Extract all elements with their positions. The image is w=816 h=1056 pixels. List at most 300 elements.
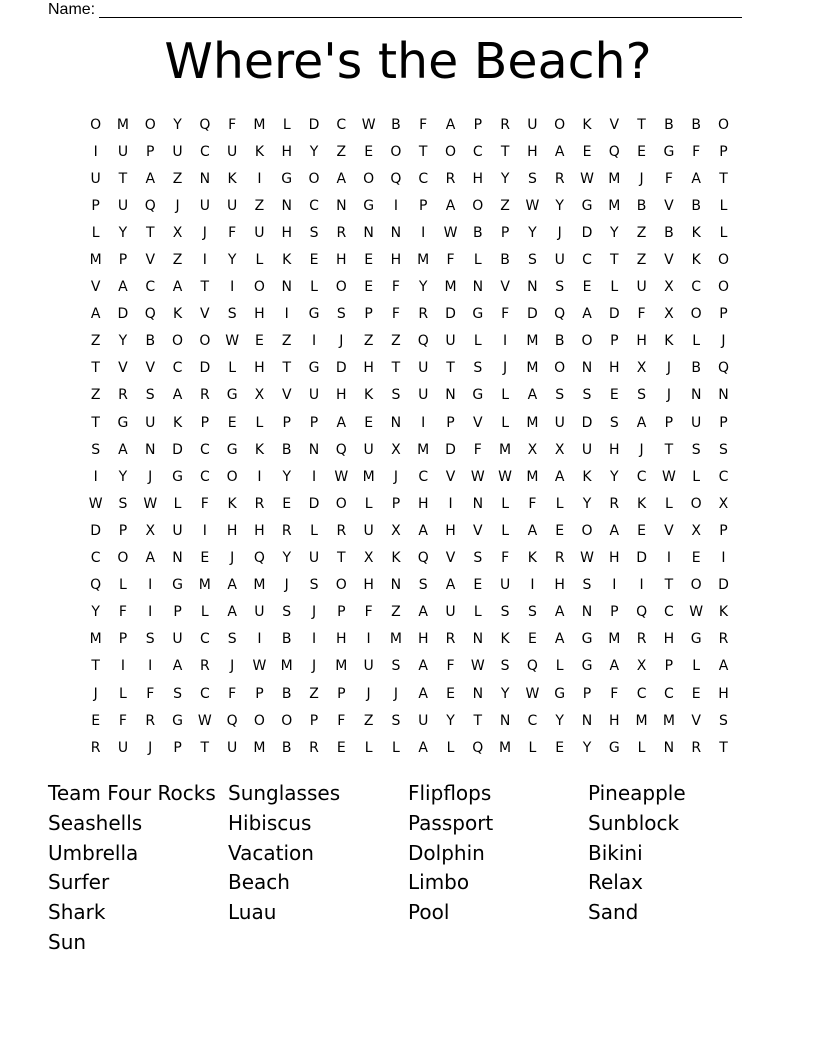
grid-letter: X xyxy=(664,279,674,296)
grid-letter: H xyxy=(554,577,565,594)
grid-letter: A xyxy=(636,414,647,431)
grid-letter: H xyxy=(445,522,456,539)
grid-letter: E xyxy=(446,685,455,702)
grid-letter: T xyxy=(337,550,346,567)
grid-letter: B xyxy=(145,333,156,350)
grid-letter: C xyxy=(663,685,674,702)
grid-letter: Y xyxy=(528,224,537,241)
grid-letter: J xyxy=(639,441,644,458)
grid-letter: H xyxy=(472,170,484,187)
grid-letter: L xyxy=(501,414,509,431)
grid-letter: A xyxy=(554,143,565,160)
grid-letter: X xyxy=(554,441,565,458)
grid-letter: E xyxy=(691,550,701,567)
grid-letter: F xyxy=(692,143,701,160)
grid-letter: M xyxy=(635,712,648,729)
grid-letter: B xyxy=(473,224,483,241)
grid-letter: S xyxy=(691,441,701,458)
word-list-item: Umbrella xyxy=(48,840,139,865)
grid-letter: Y xyxy=(282,550,291,567)
grid-letter: X xyxy=(664,306,674,323)
grid-letter: R xyxy=(254,495,265,512)
grid-letter: N xyxy=(281,197,292,214)
word-list-item: Flipflops xyxy=(408,781,492,805)
grid-letter: P xyxy=(337,604,346,621)
grid-letter: K xyxy=(391,550,401,567)
grid-letter: B xyxy=(636,197,647,214)
grid-letter: U xyxy=(308,550,320,567)
grid-letter: T xyxy=(145,224,155,241)
grid-letter: S xyxy=(555,387,565,404)
grid-letter: A xyxy=(691,170,701,187)
grid-letter: Y xyxy=(500,685,510,702)
grid-letter: I xyxy=(612,577,617,594)
grid-letter: M xyxy=(253,577,266,594)
grid-letter: P xyxy=(337,685,346,702)
grid-letter: T xyxy=(719,170,728,187)
word-list xyxy=(48,779,768,958)
grid-letter: L xyxy=(200,604,209,621)
grid-letter: A xyxy=(418,658,428,675)
grid-letter: O xyxy=(690,306,702,323)
grid-letter: U xyxy=(636,279,647,296)
word-list-item: Bikini xyxy=(588,840,643,865)
grid-letter: H xyxy=(636,333,647,350)
grid-letter: L xyxy=(310,522,318,539)
grid-letter: E xyxy=(91,712,101,729)
grid-letter: U xyxy=(90,170,101,187)
grid-letter: Q xyxy=(717,360,729,377)
grid-letter: I xyxy=(148,577,153,594)
grid-letter: V xyxy=(445,468,456,485)
word-list-item: Vacation xyxy=(228,840,314,865)
grid-letter: C xyxy=(336,116,347,133)
grid-letter: A xyxy=(172,658,183,675)
grid-letter: J xyxy=(666,360,671,377)
grid-letter: X xyxy=(718,495,729,512)
grid-letter: Q xyxy=(472,739,484,756)
grid-letter: D xyxy=(90,522,102,539)
grid-letter: L xyxy=(637,739,646,756)
grid-letter: H xyxy=(254,306,265,323)
grid-letter: C xyxy=(636,685,647,702)
grid-letter: J xyxy=(557,224,562,241)
grid-letter: E xyxy=(336,739,346,756)
grid-letter: C xyxy=(691,279,702,296)
grid-letter: B xyxy=(664,116,674,133)
grid-letter: L xyxy=(692,333,701,350)
grid-letter: J xyxy=(284,577,289,594)
grid-letter: N xyxy=(472,495,484,512)
grid-letter: I xyxy=(284,306,289,323)
grid-letter: Z xyxy=(309,685,319,702)
grid-letter: Z xyxy=(254,197,265,214)
grid-letter: I xyxy=(120,658,126,675)
grid-letter: A xyxy=(145,170,156,187)
grid-letter: Y xyxy=(118,333,128,350)
grid-letter: K xyxy=(254,143,265,160)
grid-letter: P xyxy=(173,739,182,756)
grid-letter: F xyxy=(146,685,155,702)
grid-letter: U xyxy=(227,197,238,214)
grid-letter: S xyxy=(391,387,401,404)
grid-letter: O xyxy=(253,712,265,729)
grid-letter: Z xyxy=(281,333,292,350)
grid-letter: L xyxy=(228,360,237,377)
grid-letter: I xyxy=(311,333,317,350)
grid-letter: T xyxy=(500,143,510,160)
grid-letter: X xyxy=(254,387,265,404)
grid-letter: P xyxy=(118,522,128,539)
grid-letter: D xyxy=(581,414,593,431)
grid-letter: I xyxy=(202,522,207,539)
grid-letter: W xyxy=(470,468,485,485)
grid-letter: A xyxy=(527,387,538,404)
grid-letter: O xyxy=(717,279,729,296)
word-search-grid xyxy=(82,111,737,761)
grid-letter: S xyxy=(527,170,537,187)
grid-letter: U xyxy=(554,414,565,431)
grid-letter: E xyxy=(227,414,237,431)
grid-letter: M xyxy=(253,116,266,133)
grid-letter: Z xyxy=(172,170,183,187)
grid-letter: M xyxy=(526,333,539,350)
grid-letter: I xyxy=(257,468,262,485)
grid-letter: A xyxy=(118,441,128,458)
grid-letter: W xyxy=(443,224,458,241)
grid-letter: O xyxy=(690,577,702,594)
grid-letter: K xyxy=(527,550,537,567)
grid-letter: T xyxy=(446,360,455,377)
grid-letter: H xyxy=(226,522,238,539)
grid-letter: V xyxy=(664,522,674,539)
grid-letter: A xyxy=(418,739,428,756)
grid-letter: S xyxy=(145,387,155,404)
grid-letter: H xyxy=(254,360,265,377)
grid-letter: D xyxy=(608,306,620,323)
grid-letter: X xyxy=(691,522,701,539)
grid-letter: U xyxy=(499,577,511,594)
grid-letter: L xyxy=(446,739,455,756)
grid-letter: T xyxy=(118,170,128,187)
grid-letter: S xyxy=(336,306,346,323)
word-list-item: Sand xyxy=(588,900,639,925)
grid-letter: S xyxy=(309,577,319,594)
grid-letter: Q xyxy=(335,441,347,458)
grid-letter: L xyxy=(719,224,728,241)
grid-letter: C xyxy=(472,143,483,160)
grid-letter: S xyxy=(637,387,647,404)
grid-letter: M xyxy=(116,116,129,133)
grid-letter: H xyxy=(609,712,620,729)
grid-letter: A xyxy=(554,631,565,648)
grid-letter: K xyxy=(254,441,265,458)
grid-letter: Q xyxy=(417,550,429,567)
grid-letter: M xyxy=(444,279,457,296)
name-underline[interactable] xyxy=(99,3,742,18)
grid-letter: L xyxy=(119,685,127,702)
grid-letter: X xyxy=(636,658,647,675)
grid-letter: O xyxy=(581,522,593,539)
grid-letter: G xyxy=(172,712,183,729)
grid-letter: I xyxy=(311,468,317,485)
grid-letter: J xyxy=(503,360,508,377)
grid-letter: U xyxy=(445,604,456,621)
grid-letter: N xyxy=(281,279,292,296)
grid-letter: Z xyxy=(172,252,183,269)
grid-letter: O xyxy=(472,197,484,214)
grid-letter: A xyxy=(227,604,237,621)
grid-letter: C xyxy=(145,279,156,296)
name-label: Name: xyxy=(48,1,96,18)
grid-letter: U xyxy=(254,604,265,621)
grid-letter: M xyxy=(526,360,539,377)
grid-letter: U xyxy=(691,414,702,431)
grid-letter: L xyxy=(501,495,509,512)
grid-letter: Y xyxy=(227,252,237,269)
grid-letter: T xyxy=(91,658,100,675)
grid-letter: C xyxy=(582,252,592,269)
grid-letter: J xyxy=(666,387,671,404)
grid-letter: S xyxy=(227,631,237,648)
grid-letter: P xyxy=(719,522,728,539)
grid-letter: Y xyxy=(91,604,100,621)
grid-letter: Z xyxy=(391,604,401,621)
grid-letter: S xyxy=(473,550,483,567)
grid-letter: Y xyxy=(500,170,510,187)
grid-letter: E xyxy=(582,279,592,296)
grid-letter: B xyxy=(554,333,565,350)
grid-letter: J xyxy=(639,170,644,187)
grid-letter: W xyxy=(661,468,676,485)
grid-letter: P xyxy=(664,658,674,675)
grid-letter: E xyxy=(691,685,701,702)
grid-letter: U xyxy=(117,143,129,160)
grid-letter: T xyxy=(200,739,210,756)
grid-letter: X xyxy=(391,441,401,458)
grid-letter: S xyxy=(173,685,182,702)
grid-letter: C xyxy=(199,143,210,160)
grid-letter: L xyxy=(255,414,264,431)
grid-letter: D xyxy=(445,441,456,458)
grid-letter: P xyxy=(664,414,674,431)
grid-letter: T xyxy=(91,360,100,377)
grid-letter: M xyxy=(526,468,539,485)
grid-letter: S xyxy=(609,414,619,431)
grid-letter: J xyxy=(175,197,180,214)
grid-letter: L xyxy=(664,495,673,512)
grid-letter: W xyxy=(498,468,513,485)
grid-letter: Z xyxy=(636,252,647,269)
grid-letter: L xyxy=(255,252,264,269)
grid-letter: Q xyxy=(226,712,238,729)
grid-letter: K xyxy=(172,414,183,431)
word-list-item: Beach xyxy=(228,870,290,895)
grid-letter: F xyxy=(501,550,510,567)
grid-letter: K xyxy=(664,333,674,350)
grid-letter: V xyxy=(664,197,674,214)
grid-letter: R xyxy=(718,631,729,648)
grid-letter: R xyxy=(309,739,319,756)
grid-letter: F xyxy=(391,279,400,296)
grid-letter: Q xyxy=(636,604,648,621)
word-list-item: Seashells xyxy=(48,810,143,835)
grid-letter: C xyxy=(527,712,538,729)
grid-letter: C xyxy=(90,550,101,567)
grid-letter: K xyxy=(282,252,292,269)
grid-letter: J xyxy=(311,658,317,675)
grid-letter: H xyxy=(363,577,374,594)
grid-letter: E xyxy=(282,495,292,512)
grid-letter: G xyxy=(172,577,183,594)
grid-letter: R xyxy=(281,522,292,539)
grid-letter: D xyxy=(117,306,129,323)
grid-letter: H xyxy=(718,685,729,702)
grid-letter: Y xyxy=(555,197,564,214)
grid-letter: A xyxy=(609,522,620,539)
grid-letter: A xyxy=(554,468,565,485)
grid-letter: Q xyxy=(554,306,566,323)
grid-letter: L xyxy=(173,495,182,512)
grid-letter: W xyxy=(361,116,376,133)
grid-letter: M xyxy=(198,577,211,594)
grid-letter: N xyxy=(172,550,183,567)
grid-letter: R xyxy=(636,631,647,648)
grid-letter: O xyxy=(90,116,102,133)
grid-letter: P xyxy=(473,116,483,133)
grid-letter: E xyxy=(364,414,374,431)
grid-letter: N xyxy=(445,387,456,404)
grid-letter: S xyxy=(527,604,537,621)
grid-letter: G xyxy=(281,170,293,187)
grid-letter: R xyxy=(445,170,456,187)
grid-letter: I xyxy=(393,197,398,214)
grid-letter: K xyxy=(500,631,510,648)
grid-letter: N xyxy=(472,279,484,296)
grid-letter: E xyxy=(364,279,374,296)
grid-letter: I xyxy=(148,658,153,675)
grid-letter: N xyxy=(390,414,402,431)
page-title: Where's the Beach? xyxy=(164,33,652,90)
grid-letter: O xyxy=(690,495,702,512)
grid-letter: H xyxy=(336,252,347,269)
grid-letter: A xyxy=(418,685,428,702)
grid-letter: P xyxy=(118,252,128,269)
grid-letter: V xyxy=(500,279,510,296)
grid-letter: V xyxy=(664,252,674,269)
grid-letter: L xyxy=(364,739,373,756)
word-list-item: Relax xyxy=(588,870,643,895)
grid-letter: L xyxy=(364,495,373,512)
grid-letter: M xyxy=(280,658,293,675)
grid-letter: D xyxy=(172,441,183,458)
word-list-item: Dolphin xyxy=(408,840,485,865)
grid-letter: K xyxy=(718,604,729,621)
grid-letter: A xyxy=(172,387,183,404)
grid-letter: D xyxy=(308,116,320,133)
grid-letter: V xyxy=(445,550,456,567)
grid-letter: U xyxy=(363,658,374,675)
grid-letter: W xyxy=(580,170,594,187)
word-list-item: Surfer xyxy=(48,870,110,895)
grid-letter: I xyxy=(93,143,98,160)
grid-letter: T xyxy=(473,712,483,729)
grid-letter: H xyxy=(336,387,347,404)
grid-letter: D xyxy=(718,577,729,594)
grid-letter: X xyxy=(527,441,538,458)
grid-letter: J xyxy=(93,685,98,702)
grid-letter: A xyxy=(172,279,183,296)
grid-letter: L xyxy=(555,495,564,512)
grid-letter: R xyxy=(90,739,101,756)
grid-letter: C xyxy=(199,631,210,648)
grid-letter: P xyxy=(446,414,455,431)
grid-letter: Y xyxy=(282,468,291,485)
grid-letter: E xyxy=(527,631,537,648)
grid-letter: Q xyxy=(90,577,102,594)
grid-letter: D xyxy=(527,306,538,323)
grid-letter: F xyxy=(200,495,209,512)
grid-letter: F xyxy=(473,441,482,458)
grid-letter: P xyxy=(719,306,728,323)
grid-letter: K xyxy=(227,170,237,187)
grid-letter: Z xyxy=(336,143,347,160)
grid-letter: R xyxy=(500,116,510,133)
grid-letter: H xyxy=(254,522,265,539)
grid-letter: G xyxy=(581,658,593,675)
grid-letter: P xyxy=(582,685,592,702)
grid-letter: T xyxy=(719,739,728,756)
grid-letter: M xyxy=(526,414,539,431)
grid-letter: J xyxy=(311,604,317,621)
grid-letter: O xyxy=(226,468,238,485)
grid-letter: J xyxy=(230,658,235,675)
grid-letter: U xyxy=(581,441,593,458)
grid-letter: B xyxy=(691,360,701,377)
grid-letter: A xyxy=(90,306,101,323)
grid-letter: V xyxy=(145,252,156,269)
grid-letter: F xyxy=(610,685,619,702)
grid-letter: R xyxy=(554,170,565,187)
grid-letter: L xyxy=(119,577,127,594)
grid-letter: E xyxy=(555,739,565,756)
grid-letter: G xyxy=(581,631,593,648)
grid-letter: C xyxy=(718,468,729,485)
grid-letter: N xyxy=(581,604,593,621)
grid-letter: P xyxy=(173,604,182,621)
grid-letter: M xyxy=(499,441,512,458)
grid-letter: S xyxy=(500,604,510,621)
grid-letter: G xyxy=(663,143,675,160)
grid-letter: U xyxy=(117,739,129,756)
grid-letter: U xyxy=(199,197,210,214)
grid-letter: B xyxy=(691,197,701,214)
grid-letter: Y xyxy=(446,712,455,729)
grid-letter: B xyxy=(664,224,674,241)
grid-letter: A xyxy=(336,414,347,431)
grid-letter: V xyxy=(609,116,620,133)
grid-letter: P xyxy=(391,495,401,512)
grid-letter: G xyxy=(308,360,320,377)
grid-letter: O xyxy=(335,279,347,296)
grid-letter: F xyxy=(446,252,455,269)
grid-letter: Q xyxy=(144,306,156,323)
grid-letter: Y xyxy=(309,143,319,160)
grid-letter: J xyxy=(202,224,207,241)
grid-letter: C xyxy=(172,360,183,377)
grid-letter: N xyxy=(472,685,484,702)
grid-letter: X xyxy=(391,522,401,539)
